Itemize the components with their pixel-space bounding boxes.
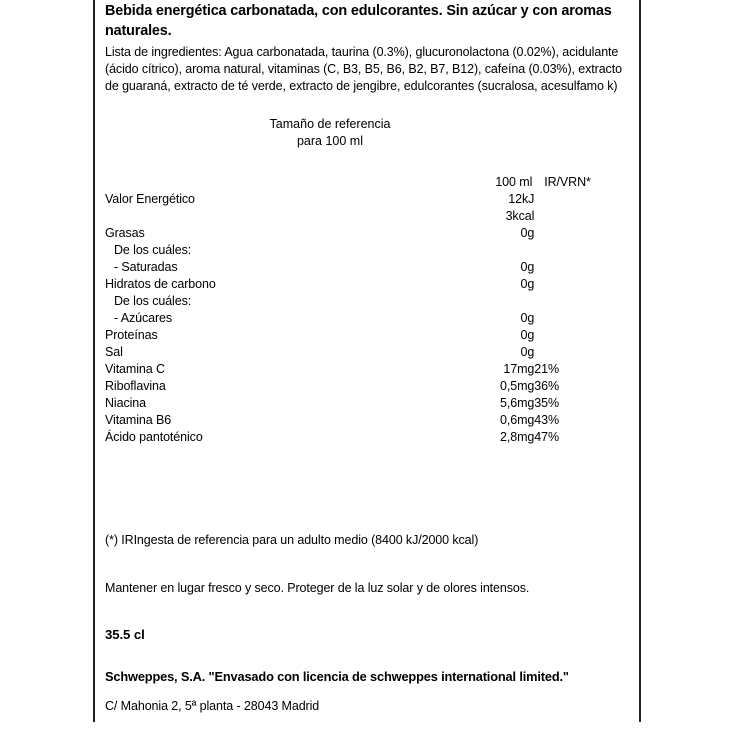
reference-size-line-1: Tamaño de referencia [269, 116, 391, 131]
nutrient-nrv [534, 344, 631, 361]
nutrient-amount: 0g [520, 345, 535, 360]
nutrition-row [105, 242, 631, 259]
nutrition-row [105, 327, 631, 344]
nutrition-row [105, 191, 631, 208]
nutrient-label: Proteínas [105, 328, 158, 343]
nutrient-amount: 17mg [503, 362, 535, 377]
nutrient-label: Valor Energético [105, 192, 195, 207]
nutrient-nrv [534, 276, 631, 293]
nutrition-row [105, 344, 631, 361]
nutrient-amount: 0,5mg [500, 379, 535, 394]
nutrition-row [105, 412, 631, 429]
column-header-nrv: IR/VRN* [544, 175, 591, 190]
nutrient-label: Grasas [105, 226, 145, 241]
column-header-amount: 100 ml [495, 175, 533, 190]
nutrient-label: Ácido pantoténico [105, 430, 203, 445]
company-address: C/ Mahonia 2, 5ª planta - 28043 Madrid [105, 699, 320, 714]
nutrient-nrv [534, 225, 631, 242]
nutrition-row [105, 310, 631, 327]
nutrition-row [105, 208, 631, 225]
nutrient-nrv [534, 259, 631, 276]
ingredients-list: Lista de ingredientes: Agua carbonatada, taurina (0.3%), glucuronolactona (0.02%), acidulante (ácido cítrico), aroma natural, vitaminas (C, B3, B5, B6, B2, B7, B12), cafeína (0.03%), extracto de guaraná, extracto de té verde, extracto de jengibre, edulcorantes (sucralosa, acesulfamo k) [105, 45, 622, 94]
nutrient-nrv [534, 242, 631, 259]
nutrient-label: Vitamina C [105, 362, 165, 377]
nutrient-amount [428, 242, 534, 259]
nutrition-table [105, 174, 631, 446]
nutrient-label: Vitamina B6 [105, 413, 172, 428]
nutrition-row [105, 361, 631, 378]
nutrition-row [105, 225, 631, 242]
nutrition-label-panel [93, 0, 641, 722]
nutrient-label: Riboflavina [105, 379, 166, 394]
nutrient-label: - Saturadas [114, 260, 178, 275]
company-name: Schweppes, S.A. "Envasado con licencia de schweppes international limited." [105, 669, 569, 685]
storage-instructions: Mantener en lugar fresco y seco. Proteger de la luz solar y de olores intensos. [105, 581, 530, 596]
nutrient-nrv [534, 310, 631, 327]
nutrient-amount: 0g [520, 226, 535, 241]
nutrient-amount: 12kJ [508, 192, 535, 207]
nutrient-amount: 0g [520, 277, 535, 292]
nutrient-amount: 2,8mg [500, 430, 535, 445]
nutrient-amount: 3kcal [505, 209, 535, 224]
nrv-footnote: (*) IRIngesta de referencia para un adulto medio (8400 kJ/2000 kcal) [105, 533, 479, 548]
nutrient-label: Niacina [105, 396, 146, 411]
nutrient-nrv: 21% [534, 362, 559, 377]
nutrient-nrv: 43% [534, 413, 559, 428]
nutrient-label [105, 208, 428, 225]
nutrition-row [105, 259, 631, 276]
nutrient-label: De los cuáles: [114, 294, 192, 309]
nutrient-label: De los cuáles: [114, 243, 192, 258]
nutrient-nrv: 35% [534, 396, 559, 411]
nutrition-row [105, 429, 631, 446]
nutrient-nrv [534, 293, 631, 310]
nutrient-nrv [534, 191, 631, 208]
table-header-row [105, 174, 631, 191]
nutrient-nrv [534, 327, 631, 344]
nutrient-nrv: 47% [534, 430, 559, 445]
nutrient-amount: 5,6mg [500, 396, 535, 411]
nutrient-label: Sal [105, 345, 123, 360]
product-title: Bebida energética carbonatada, con edulcorantes. Sin azúcar y con aromas naturales. [105, 3, 612, 39]
nutrient-amount [428, 293, 534, 310]
nutrient-label: Hidratos de carbono [105, 277, 216, 292]
column-header-nutrient [105, 174, 428, 191]
nutrient-nrv: 36% [534, 379, 559, 394]
nutrition-row [105, 378, 631, 395]
nutrient-label: - Azúcares [114, 311, 173, 326]
nutrient-amount: 0g [520, 328, 535, 343]
nutrition-row [105, 276, 631, 293]
net-volume: 35.5 cl [105, 627, 145, 643]
nutrient-nrv [534, 208, 631, 225]
reference-size-line-2: para 100 ml [296, 133, 363, 148]
nutrition-row [105, 395, 631, 412]
nutrient-amount: 0g [520, 311, 535, 326]
nutrient-amount: 0g [520, 260, 535, 275]
nutrient-amount: 0,6mg [500, 413, 535, 428]
reference-size-block [105, 116, 631, 150]
nutrition-row [105, 293, 631, 310]
